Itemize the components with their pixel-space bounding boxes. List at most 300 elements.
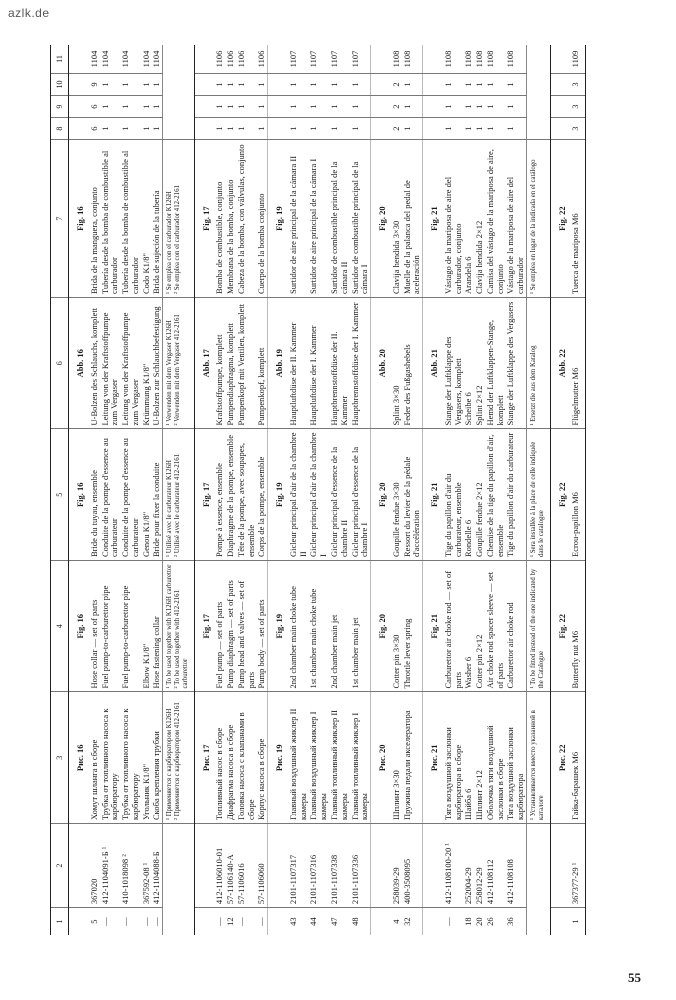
quantity: 1 xyxy=(474,118,485,140)
footnote-text: ¹ Ersetzt die aus dem Katalog xyxy=(530,345,537,426)
name-german: Leitung von der Kraftstoffpumpe zum Vergaser xyxy=(120,298,141,430)
table-row xyxy=(236,45,257,935)
name-french: Gicleur principal d'air de la chambre I xyxy=(308,429,329,561)
position-number: 36 xyxy=(505,917,516,926)
position-number: — xyxy=(235,917,246,926)
part-number: 2101-1107316 xyxy=(308,824,329,908)
figure-title: Fig. 20 xyxy=(371,561,391,693)
name-russian: Главный топливный жиклер I камеры xyxy=(350,692,371,824)
page-number: 55 xyxy=(628,970,641,985)
part-number: 400-3508095 xyxy=(402,824,423,908)
quantity: 1 xyxy=(329,73,350,95)
figure-title-cell xyxy=(371,73,391,95)
quantity: 1 xyxy=(463,73,474,95)
column-header-row xyxy=(51,45,69,935)
figure-title: Abb. 20 xyxy=(371,298,391,430)
name-french: Ecrou-papillon M6 xyxy=(570,429,585,561)
figure-title-cell xyxy=(550,824,570,908)
part-number: 412-1104088-Б xyxy=(151,824,162,908)
figure-title: Fig. 19 xyxy=(268,140,288,298)
name-spanish: Membrana de la bomba, conjunto xyxy=(225,140,236,298)
col-header: 8 xyxy=(51,118,69,140)
col-header: 11 xyxy=(51,45,69,73)
name-german: Hauptluftdüse der I. Kammer xyxy=(308,298,329,430)
group-number: 1108 xyxy=(391,45,402,73)
figure-title: Рис. 21 xyxy=(423,692,443,824)
part-number: 367592-08 ¹ xyxy=(141,824,152,908)
name-spanish: Clavija hendida 2×12 xyxy=(474,140,485,298)
footnote-en xyxy=(527,561,551,693)
quantity: 1 xyxy=(151,73,162,95)
name-german: Splint 2×12 xyxy=(474,298,485,430)
parts-table-body xyxy=(69,45,586,935)
quantity: 1 xyxy=(485,96,506,118)
figure-title: Fig. 19 xyxy=(268,429,288,561)
position-number: 18 xyxy=(463,917,474,926)
name-english: Pump body — set of parts xyxy=(256,561,267,693)
footnote-text: ¹ Sera installée à la place de celle indiquée dans le catalogue xyxy=(530,441,545,557)
figure-title: Abb. 21 xyxy=(423,298,443,430)
quantity: 1 xyxy=(151,118,162,140)
figure-title-cell xyxy=(371,45,391,73)
name-english: Cotter pin 2×12 xyxy=(474,561,485,693)
position-number: — xyxy=(256,917,267,926)
figure-title: Рис. 22 xyxy=(550,692,570,824)
figure-title: Fig. 20 xyxy=(371,140,391,298)
quantity: 1 xyxy=(225,96,236,118)
group-number: 1106 xyxy=(214,45,225,73)
col-header: 10 xyxy=(51,73,69,95)
table-row xyxy=(308,45,329,935)
name-english: Fuel pump-to-carburettor pipe xyxy=(120,561,141,693)
name-french: Tête de la pompe, avec soupapes, ensemble xyxy=(236,429,257,561)
position-number: 1 xyxy=(570,908,585,935)
table-row xyxy=(151,45,162,935)
name-spanish: Vástago de la mariposa de aire del carburador xyxy=(505,140,526,298)
name-english: Fuel pump — set of parts xyxy=(214,561,225,693)
figure-title-row xyxy=(69,45,89,935)
figure-title-row xyxy=(194,45,214,935)
quantity: 1 xyxy=(100,73,121,95)
quantity: 1 xyxy=(350,73,371,95)
footnote-text: ¹ Utilisé avec le carburateur K126H xyxy=(166,460,174,557)
name-french: Goupille fendue 3×30 xyxy=(391,429,402,561)
footnote-en xyxy=(163,561,194,693)
group-number: 1108 xyxy=(505,45,526,73)
figure-title-cell xyxy=(371,118,391,140)
figure-title: Рис. 16 xyxy=(69,692,89,824)
name-russian: Трубка от топливного насоса к карбюратору xyxy=(120,692,141,824)
quantity: 1 xyxy=(225,73,236,95)
quantity: 1 xyxy=(474,96,485,118)
quantity: 3 xyxy=(570,118,585,140)
name-french: Chemise de la tige du papillon d'air, ensemble xyxy=(485,429,506,561)
figure-title-cell xyxy=(268,824,288,908)
name-spanish: Arandela 6 xyxy=(463,140,474,298)
part-number: 57-1106140-А xyxy=(225,824,236,908)
position-number: 12 xyxy=(225,917,236,926)
quantity: 1 xyxy=(505,96,526,118)
name-spanish: Tubería desde la bomba de combustible al carburador xyxy=(100,140,121,298)
name-french: Bride du tuyau, ensemble xyxy=(89,429,100,561)
footnote-de xyxy=(163,298,194,430)
figure-title-cell xyxy=(423,73,443,95)
name-german: U-Bolzen zur Schlauchbefestigung xyxy=(151,298,162,430)
figure-title-cell xyxy=(268,45,288,73)
name-french: Rondelle 6 xyxy=(463,429,474,561)
name-russian: Корпус насоса в сборе xyxy=(256,692,267,824)
footnote-text: ² Применяется с карбюратором 412-2161 xyxy=(173,702,181,820)
quantity: 1 xyxy=(288,73,309,95)
name-french: Genou K1/8" xyxy=(141,429,152,561)
position-number: 20 xyxy=(474,917,485,926)
position-number: — xyxy=(151,917,162,926)
quantity: 2 xyxy=(391,96,402,118)
name-spanish: Camisa del vástago de la mariposa de aire, conjunto xyxy=(485,140,506,298)
name-german: Stange der Luftklappe des Vergasers, komplett xyxy=(443,298,464,430)
name-german: Pumpenkopf, komplett xyxy=(256,298,267,430)
name-german: Hauptluftdüse der II. Kammer xyxy=(288,298,309,430)
quantity: 1 xyxy=(463,96,474,118)
quantity: 1 xyxy=(120,118,141,140)
figure-title-cell xyxy=(194,908,214,935)
part-number: 2101-1107317 xyxy=(288,824,309,908)
footnote-text: ¹ Se emplea en lugar de la indicada en el catálogo xyxy=(530,159,537,294)
quantity: 3 xyxy=(570,73,585,95)
footnote-text: ² Se emplea con el carburador 412-2161 xyxy=(173,185,181,294)
quantity: 1 xyxy=(236,96,257,118)
footnote-text: ¹ To be used together with K126H carburettor xyxy=(166,564,174,689)
name-german: Pumpendiaphragma, komplett xyxy=(225,298,236,430)
quantity: 1 xyxy=(443,73,464,95)
footnote-row xyxy=(163,45,194,935)
footnote-cell xyxy=(527,824,551,936)
name-spanish: Tubería desde la bomba de combustible al carburador xyxy=(120,140,141,298)
quantity: 1 xyxy=(141,118,152,140)
footnote-fr xyxy=(163,429,194,561)
position-number: 32 xyxy=(401,917,412,926)
group-number: 1106 xyxy=(256,45,267,73)
figure-title-cell xyxy=(69,73,89,95)
name-russian: Головка насоса с клапанами в сборе xyxy=(236,692,257,824)
table-row xyxy=(120,45,141,935)
figure-title-cell xyxy=(268,73,288,95)
position-number: 47 xyxy=(328,917,339,926)
quantity: 1 xyxy=(214,73,225,95)
name-french: Tige du papillon d'air du carburateur xyxy=(505,429,526,561)
figure-title: Abb. 17 xyxy=(194,298,214,430)
quantity: 1 xyxy=(256,118,267,140)
figure-title-cell xyxy=(69,96,89,118)
name-french: Conduite de la pompe d'essence au carburateur xyxy=(120,429,141,561)
name-french: Goupille fendue 2×12 xyxy=(474,429,485,561)
name-german: Hemd der Luftklappen-Stange, komplett xyxy=(485,298,506,430)
quantity: 6 xyxy=(89,96,100,118)
quantity: 1 xyxy=(288,96,309,118)
name-german: Krümmung K1/8" xyxy=(141,298,152,430)
part-number: 57-1106060 xyxy=(256,824,267,908)
table-row xyxy=(570,45,585,935)
table-row xyxy=(214,45,225,935)
quantity: 1 xyxy=(141,96,152,118)
name-spanish: Surtidor de combustible principal de la cámara I xyxy=(350,140,371,298)
figure-title: Fig. 16 xyxy=(69,561,89,693)
name-spanish: Cabeza de la bomba, con válvulas, conjunto xyxy=(236,140,257,298)
quantity: 1 xyxy=(485,73,506,95)
col-header: 3 xyxy=(51,692,69,824)
figure-title-cell xyxy=(423,908,443,935)
name-german: Hauptbrennstoffdüse der II. Kammer xyxy=(329,298,350,430)
figure-title-cell xyxy=(69,118,89,140)
quantity: 1 xyxy=(214,96,225,118)
part-number: 367020 xyxy=(89,824,100,908)
part-number: 258039-29 xyxy=(391,824,402,908)
figure-title: Fig. 17 xyxy=(194,140,214,298)
part-number: 2101-1107336 xyxy=(350,824,371,908)
table-row xyxy=(474,45,485,935)
name-english: Pump diaphragm — set of parts xyxy=(225,561,236,693)
name-russian: Гайка-барашек М6 xyxy=(570,692,585,824)
quantity: 1 xyxy=(308,96,329,118)
quantity: 1 xyxy=(256,96,267,118)
position-number: 5 xyxy=(88,919,99,924)
table-row xyxy=(391,45,402,935)
figure-title-cell xyxy=(423,824,443,908)
figure-title-cell xyxy=(194,73,214,95)
position-number: — xyxy=(214,917,225,926)
name-spanish: Bomba de combustible, conjunto xyxy=(214,140,225,298)
name-spanish: Brida de sujeción de la tubería xyxy=(151,140,162,298)
figure-title-cell xyxy=(423,45,443,73)
figure-title-row xyxy=(550,45,570,935)
footnote-cell xyxy=(527,45,551,140)
name-spanish: Brida de la manguera, conjunto xyxy=(89,140,100,298)
figure-title: Fig. 16 xyxy=(69,140,89,298)
name-french: Tige du papillon d'air du carburateur, ensemble xyxy=(443,429,464,561)
part-number: 412-1106010-01 xyxy=(214,824,225,908)
table-row xyxy=(288,45,309,935)
name-french: Ressort du levier de la pédale d'accélération xyxy=(402,429,423,561)
figure-title: Рис. 20 xyxy=(371,692,391,824)
name-english: Carburettor air choke rod — set of parts xyxy=(443,561,464,693)
footnote-text: ² Verwenden mit dem Vergaser 412-2161 xyxy=(173,314,181,426)
position-number: — xyxy=(99,917,110,926)
quantity: 1 xyxy=(443,118,464,140)
figure-title-row xyxy=(268,45,288,935)
name-german: Flügelmutter M6 xyxy=(570,298,585,430)
footnote-cell xyxy=(163,824,194,936)
name-german: Feder des Fußgashebels xyxy=(402,298,423,430)
figure-title-cell xyxy=(194,824,214,908)
figure-title-cell xyxy=(194,45,214,73)
col-header: 9 xyxy=(51,96,69,118)
name-russian: Хомут шланга в сборе xyxy=(89,692,100,824)
name-french: Pompe à essence, ensemble xyxy=(214,429,225,561)
part-number: 410-1018098 ² xyxy=(120,824,141,908)
position-number: — xyxy=(140,917,151,926)
table-row xyxy=(443,45,464,935)
footnote-russian xyxy=(163,692,194,824)
name-english: Hose fastening collar xyxy=(151,561,162,693)
quantity: 1 xyxy=(288,118,309,140)
name-russian: Угольник К1/8" xyxy=(141,692,152,824)
quantity: 1 xyxy=(236,118,257,140)
name-german: Splint 3×30 xyxy=(391,298,402,430)
figure-title: Fig. 16 xyxy=(69,429,89,561)
name-french: Gicleur principal d'essence de la chambre I xyxy=(350,429,371,561)
quantity: 1 xyxy=(402,96,423,118)
group-number: 1107 xyxy=(350,45,371,73)
name-french: Corps de la pompe, ensemble xyxy=(256,429,267,561)
name-english: Fuel pump-to-carburettor pipe xyxy=(100,561,121,693)
figure-title: Fig. 21 xyxy=(423,561,443,693)
figure-title: Abb. 22 xyxy=(550,298,570,430)
figure-title-cell xyxy=(268,118,288,140)
quantity: 1 xyxy=(151,96,162,118)
figure-title: Рис. 17 xyxy=(194,692,214,824)
col-header: 5 xyxy=(51,429,69,561)
footnote-text: ¹ Verwenden mit dem Vergaser K126H xyxy=(166,320,174,426)
quantity: 1 xyxy=(485,118,506,140)
footnote-text: ² Utilisé avec le carburateur 412-2161 xyxy=(173,453,181,557)
footnote-text: ¹ Se emplea con el carburador K126H xyxy=(166,191,174,294)
quantity: 1 xyxy=(256,73,267,95)
quantity: 1 xyxy=(474,73,485,95)
quantity: 1 xyxy=(236,73,257,95)
group-number: 1106 xyxy=(225,45,236,73)
position-number: 26 xyxy=(484,917,495,926)
name-spanish: Surtidor de aire principal de la cámara II xyxy=(288,140,309,298)
name-german: Leitung von der Kraftstoffpumpe zum Vergaser xyxy=(100,298,121,430)
name-french: Gicleur principal d'essence de la chambre II xyxy=(329,429,350,561)
figure-title: Fig. 21 xyxy=(423,140,443,298)
group-number: 1108 xyxy=(443,45,464,73)
figure-title: Рис. 19 xyxy=(268,692,288,824)
figure-title-cell xyxy=(268,908,288,935)
footnote-text: ¹ Применяется с карбюратором К126Н xyxy=(166,708,174,820)
figure-title-cell xyxy=(371,908,391,935)
site-watermark: azlk.de xyxy=(8,6,50,20)
table-row xyxy=(505,45,526,935)
name-german: Stange der Luftklappe des Vergasers xyxy=(505,298,526,430)
figure-title-cell xyxy=(371,96,391,118)
position-number: 4 xyxy=(390,919,401,924)
group-number: 1104 xyxy=(141,45,152,73)
name-spanish: Codo K1/8" xyxy=(141,140,152,298)
group-number: 1109 xyxy=(570,45,585,73)
name-english: Washer 6 xyxy=(463,561,474,693)
name-russian: Скоба крепления трубки xyxy=(151,692,162,824)
name-english: Cotter pin 3×30 xyxy=(391,561,402,693)
figure-title-row xyxy=(371,45,391,935)
footnote-fr xyxy=(527,429,551,561)
rotated-catalogue-page xyxy=(50,45,660,935)
name-english: 1st chamber main jet xyxy=(350,561,371,693)
col-header: 6 xyxy=(51,298,69,430)
figure-title: Fig. 22 xyxy=(550,561,570,693)
part-number: 57-1106016 xyxy=(236,824,257,908)
position-number: 43 xyxy=(287,917,298,926)
name-german: Scheibe 6 xyxy=(463,298,474,430)
footnote-es xyxy=(527,140,551,298)
group-number: 1108 xyxy=(485,45,506,73)
table-row xyxy=(329,45,350,935)
name-russian: Шайба 6 xyxy=(463,692,474,824)
quantity: 1 xyxy=(329,96,350,118)
figure-title: Fig. 22 xyxy=(550,140,570,298)
quantity: 9 xyxy=(89,73,100,95)
name-spanish: Clavija hendida 3×30 xyxy=(391,140,402,298)
name-russian: Топливный насос в сборе xyxy=(214,692,225,824)
quantity: 1 xyxy=(402,118,423,140)
group-number: 1104 xyxy=(151,45,162,73)
footnote-text: ¹ Устанавливается вместо указанной в каталоге xyxy=(530,710,545,820)
footnote-es xyxy=(163,140,194,298)
col-header: 1 xyxy=(51,908,69,935)
figure-title-cell xyxy=(371,824,391,908)
figure-title-cell xyxy=(550,96,570,118)
quantity: 1 xyxy=(214,118,225,140)
figure-title: Fig. 17 xyxy=(194,561,214,693)
figure-title-cell xyxy=(194,96,214,118)
figure-title: Fig. 20 xyxy=(371,429,391,561)
position-number: 48 xyxy=(349,917,360,926)
name-russian: Тяга воздушной заслонки карбюратора xyxy=(505,692,526,824)
group-number: 1108 xyxy=(463,45,474,73)
table-row xyxy=(225,45,236,935)
name-russian: Диафрагма насоса в сборе xyxy=(225,692,236,824)
name-english: Elbow K1/8" xyxy=(141,561,152,693)
group-number: 1106 xyxy=(236,45,257,73)
figure-title: Fig. 21 xyxy=(423,429,443,561)
name-english: Butterfly nut M6 xyxy=(570,561,585,693)
figure-title-cell xyxy=(423,96,443,118)
figure-title-cell xyxy=(550,73,570,95)
name-russian: Трубка от топливного насоса к карбюратору xyxy=(100,692,121,824)
quantity: 1 xyxy=(329,118,350,140)
name-spanish: Muelle de la palanca del pedal de aceleración xyxy=(402,140,423,298)
footnote-text: ¹ To be fitted instead of the one indicated by the Catalogue xyxy=(530,568,545,689)
name-german: Pumpenkopf mit Ventilen, komplett xyxy=(236,298,257,430)
name-english: 1st chamber main choke tube xyxy=(308,561,329,693)
quantity: 1 xyxy=(505,118,526,140)
position-number: 44 xyxy=(308,917,319,926)
name-russian: Оболочка тяги воздушной заслонки в сборе xyxy=(485,692,506,824)
name-french: Bride pour fixer la conduite xyxy=(151,429,162,561)
quantity: 3 xyxy=(570,96,585,118)
table-row xyxy=(141,45,152,935)
figure-title-cell xyxy=(423,118,443,140)
footnote-text: ² To be used together with 412-2161 carburettor xyxy=(173,590,189,689)
footnote-row xyxy=(527,45,551,935)
name-russian: Тяга воздушной заслонки карбюратора в сборе xyxy=(443,692,464,824)
quantity: 1 xyxy=(225,118,236,140)
figure-title: Fig. 22 xyxy=(550,429,570,561)
quantity: 1 xyxy=(505,73,526,95)
quantity: 6 xyxy=(89,118,100,140)
quantity: 1 xyxy=(350,118,371,140)
quantity: 1 xyxy=(463,118,474,140)
part-number: 412-1108108 xyxy=(505,824,526,908)
figure-title-cell xyxy=(550,908,570,935)
figure-title-cell xyxy=(69,908,89,935)
name-french: Conduite de la pompe d'essence au carburateur xyxy=(100,429,121,561)
part-number: 412-1108100-20 ¹ xyxy=(443,824,464,908)
name-russian: Главный топливный жиклер II камеры xyxy=(329,692,350,824)
figure-title-cell xyxy=(550,45,570,73)
table-row xyxy=(256,45,267,935)
quantity: 2 xyxy=(391,73,402,95)
